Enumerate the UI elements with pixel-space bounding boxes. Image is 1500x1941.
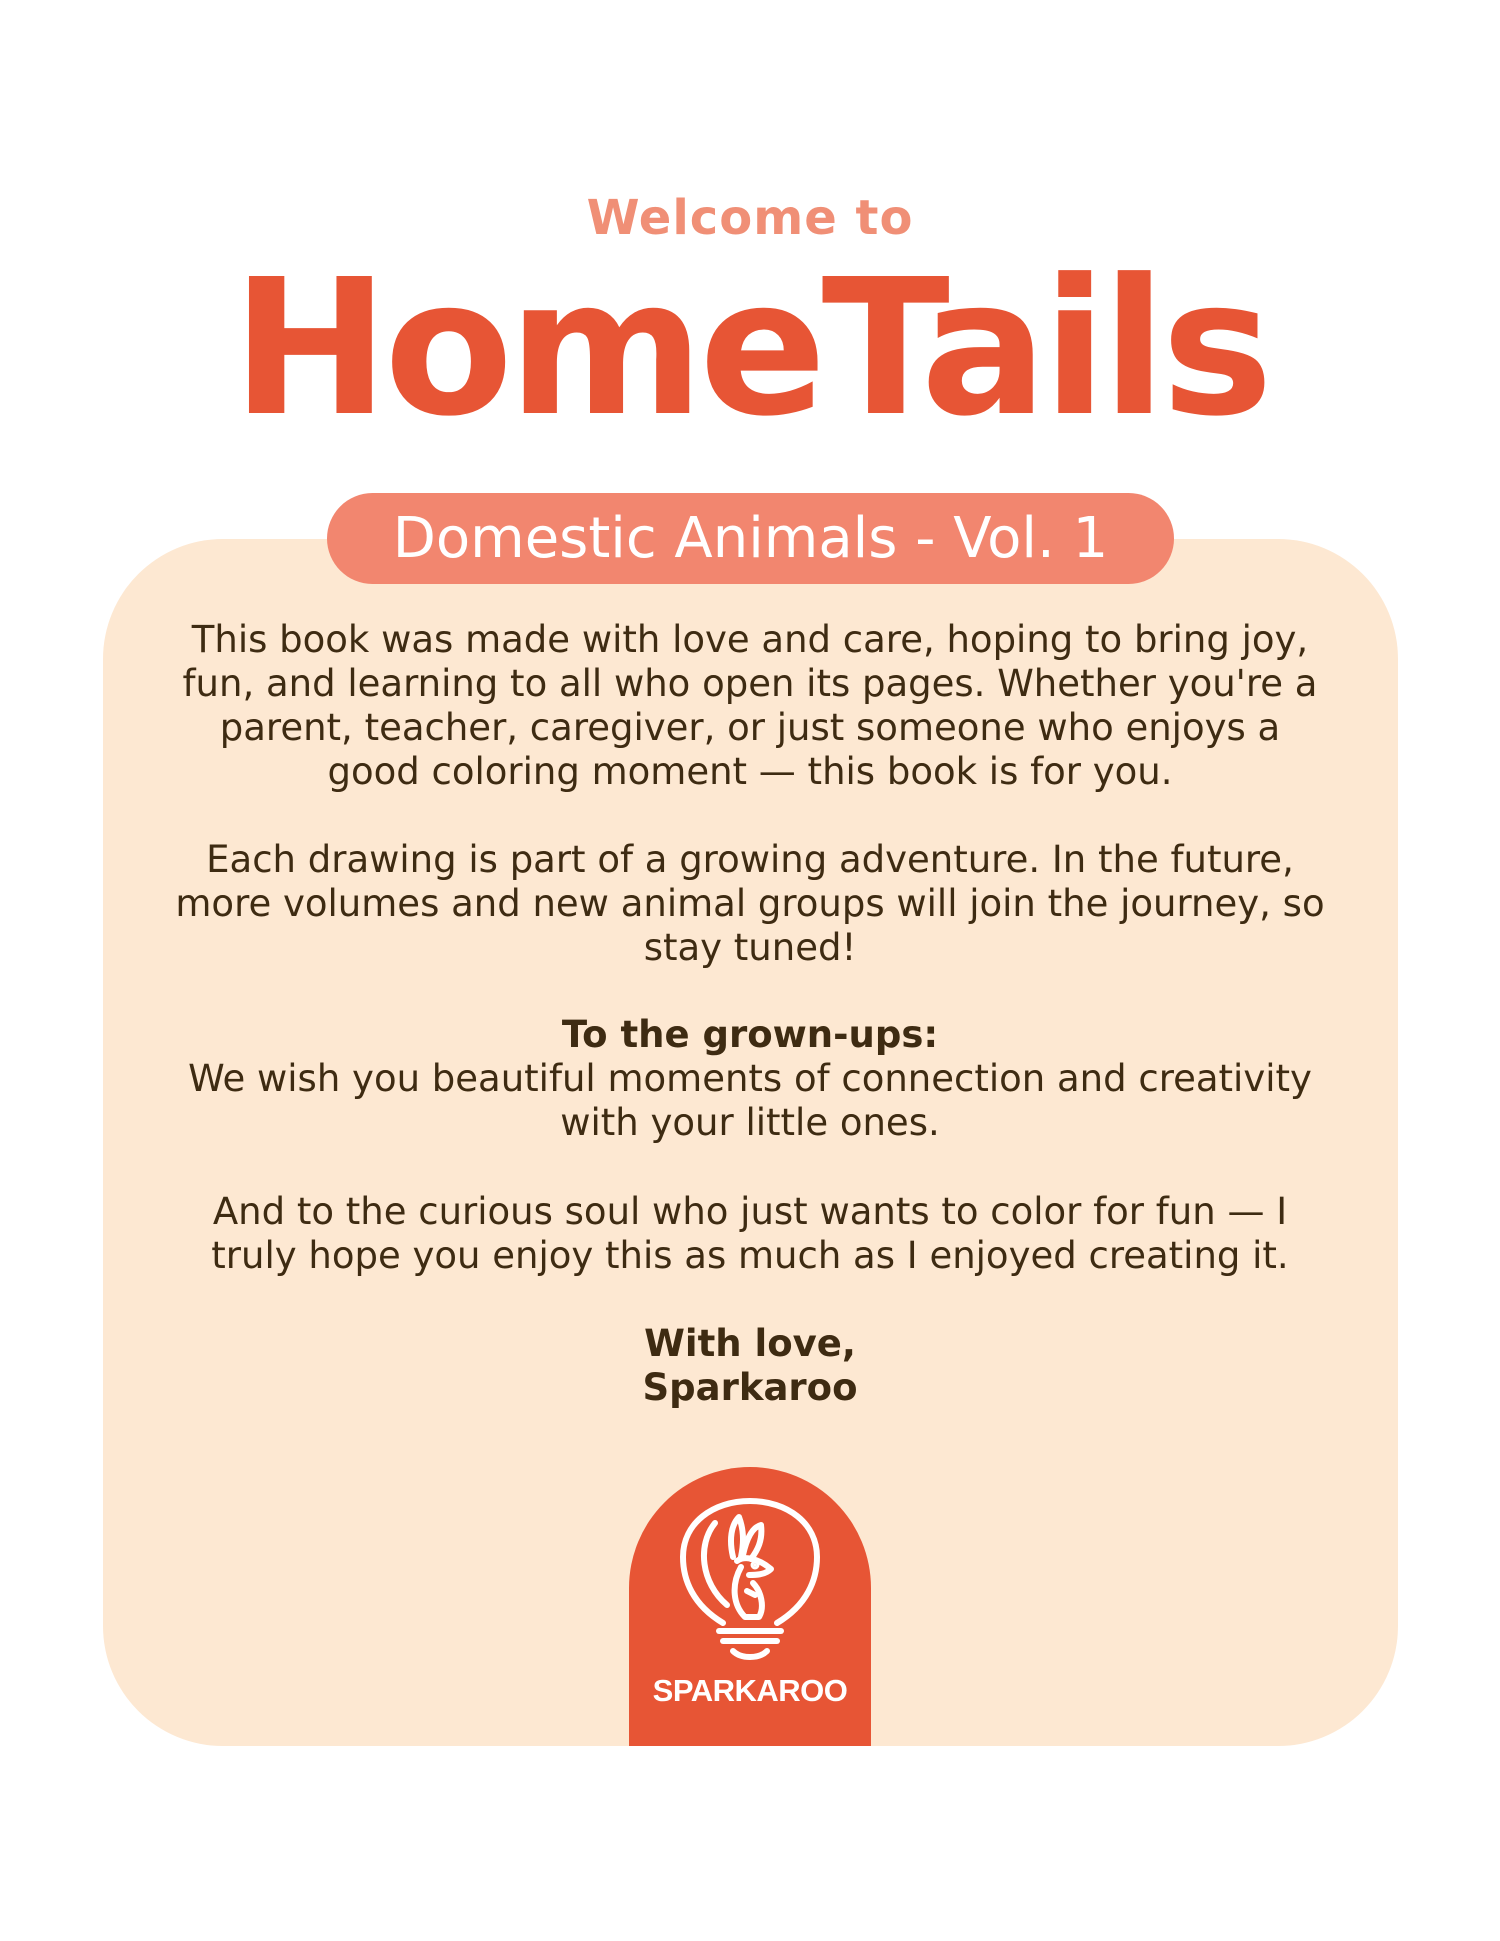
grownups-heading: To the grown-ups: xyxy=(561,1013,939,1056)
signoff-line1: With love, xyxy=(644,1322,856,1365)
kangaroo-lightbulb-icon xyxy=(675,1495,825,1670)
sparkaroo-logo xyxy=(629,1467,871,1746)
intro-paragraph: This book was made with love and care, hoping to bring joy, fun, and learning to all who open its pages. Whether you're a parent, teacher, caregiver, or just someone who enjoys a good coloring moment — this book is for you. xyxy=(182,618,1318,793)
adventure-paragraph: Each drawing is part of a growing adventure. In the future, more volumes and new animal groups will join the journey, so stay tuned! xyxy=(175,838,1325,969)
signoff-line2: Sparkaroo xyxy=(642,1366,858,1409)
curious-soul-paragraph: And to the curious soul who just wants to color for fun — I truly hope you enjoy this as much as I enjoyed creating it. xyxy=(211,1190,1289,1277)
book-title: HomeTails xyxy=(231,239,1269,458)
subtitle-badge: Domestic Animals - Vol. 1 xyxy=(327,493,1174,584)
logo-wordmark: SPARKAROO xyxy=(652,1673,848,1708)
signoff xyxy=(175,1322,1325,1410)
grownups-text: We wish you beautiful moments of connection and creativity with your little ones. xyxy=(188,1057,1312,1144)
grownups-section xyxy=(175,1013,1325,1145)
welcome-text: Welcome to xyxy=(586,190,914,246)
